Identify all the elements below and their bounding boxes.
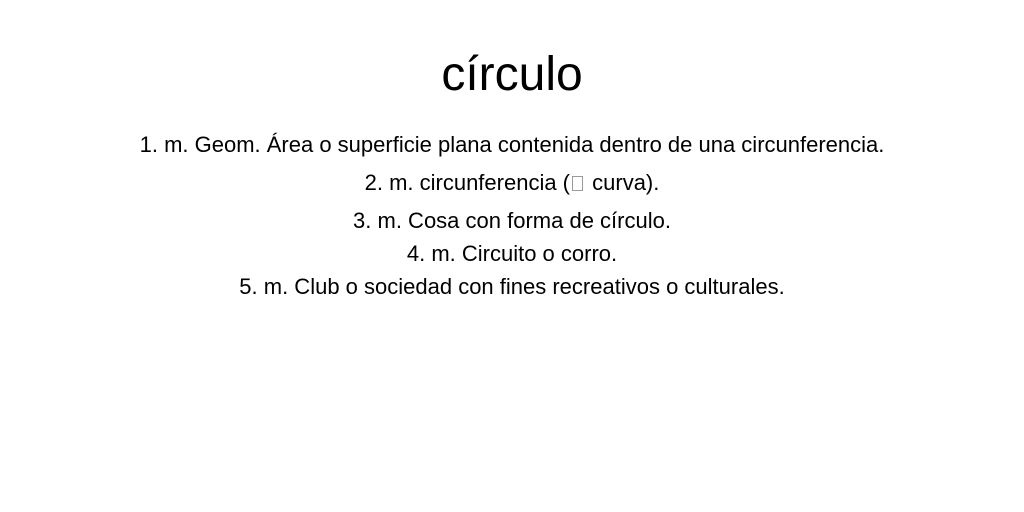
missing-glyph-icon <box>572 176 583 191</box>
definition-5: 5. m. Club o sociedad con fines recreativos o culturales. <box>239 274 785 299</box>
definition-2-prefix: 2. m. circunferencia ( <box>364 170 571 195</box>
definition-1: 1. m. Geom. Área o superficie plana contenida dentro de una circunferencia. <box>139 132 885 157</box>
definition-3: 3. m. Cosa con forma de círculo. <box>353 208 671 233</box>
headword: círculo <box>441 48 583 101</box>
definition-2-suffix: curva). <box>586 170 660 195</box>
definition-4: 4. m. Circuito o corro. <box>406 241 618 266</box>
definition-2 <box>0 170 1024 196</box>
